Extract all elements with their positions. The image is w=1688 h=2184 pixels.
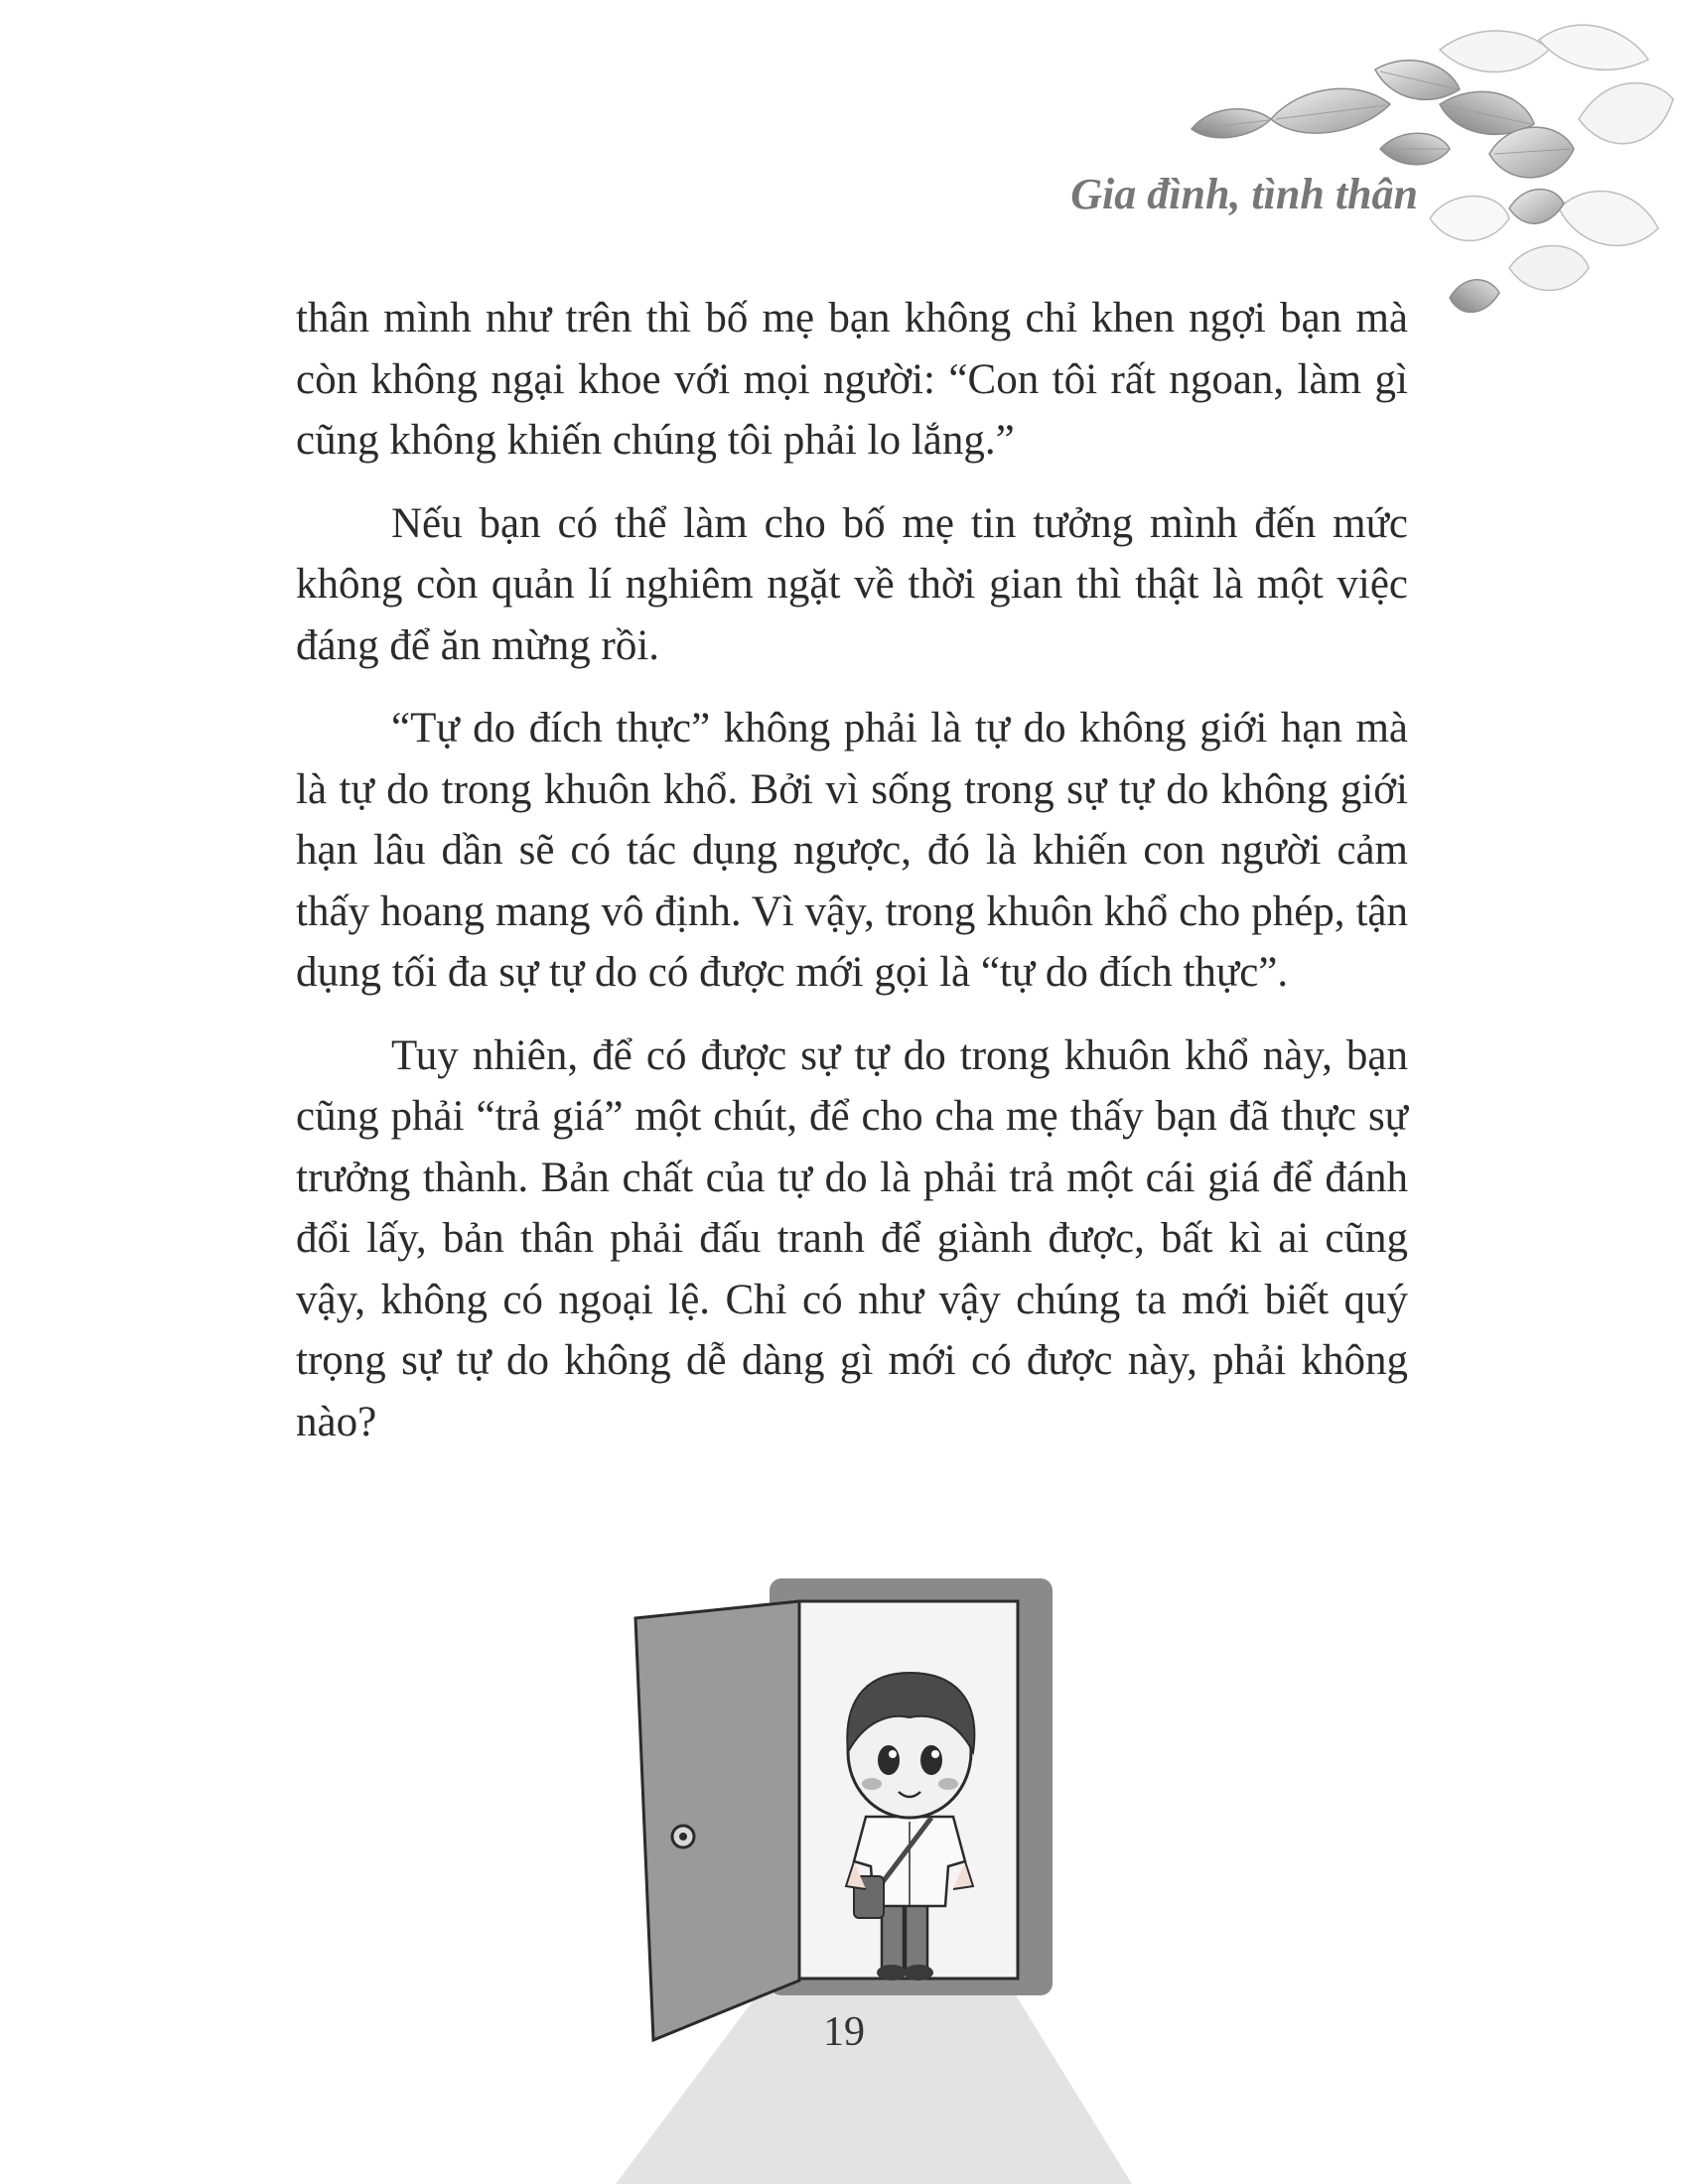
paragraph: “Tự do đích thực” không phải là tự do không giới hạn mà là tự do trong khuôn khổ. Bởi vì sống trong sự tự do không giới hạn lâu dần sẽ có tác dụng ngược, đó là khiến con người cảm thấy hoang mang vô định. Vì vậy, trong khuôn khổ cho phép, tận dụng tối đa sự tự do có được mới gọi là “tự do đích thực”.: [296, 705, 1408, 996]
paragraph: Nếu bạn có thể làm cho bố mẹ tin tưởng mình đến mức không còn quản lí nghiêm ngặt về thời gian thì thật là một việc đáng để ăn mừng rồi.: [296, 499, 1408, 669]
paragraph: thân mình như trên thì bố mẹ bạn không chỉ khen ngợi bạn mà còn không ngại khoe với mọi người: “Con tôi rất ngoan, làm gì cũng không khiến chúng tôi phải lo lắng.”: [296, 295, 1408, 464]
page-number: 19: [823, 2009, 865, 2055]
boy-in-doorway-icon: [616, 1573, 1132, 2184]
body-text: [296, 288, 1408, 1474]
paragraph: Tuy nhiên, để có được sự tự do trong khuôn khổ này, bạn cũng phải “trả giá” một chút, để cho cha mẹ thấy bạn đã thực sự trưởng thành. Bản chất của tự do là phải trả một cái giá để đánh đổi lấy, bản thân phải đấu tranh để giành được, bất kì ai cũng vậy, không có ngoại lệ. Chỉ có như vậy chúng ta mới biết quý trọng sự tự do không dễ dàng gì mới có được này, phải không nào?: [296, 1031, 1408, 1445]
running-header-title: Gia đình, tình thân: [1070, 170, 1418, 218]
